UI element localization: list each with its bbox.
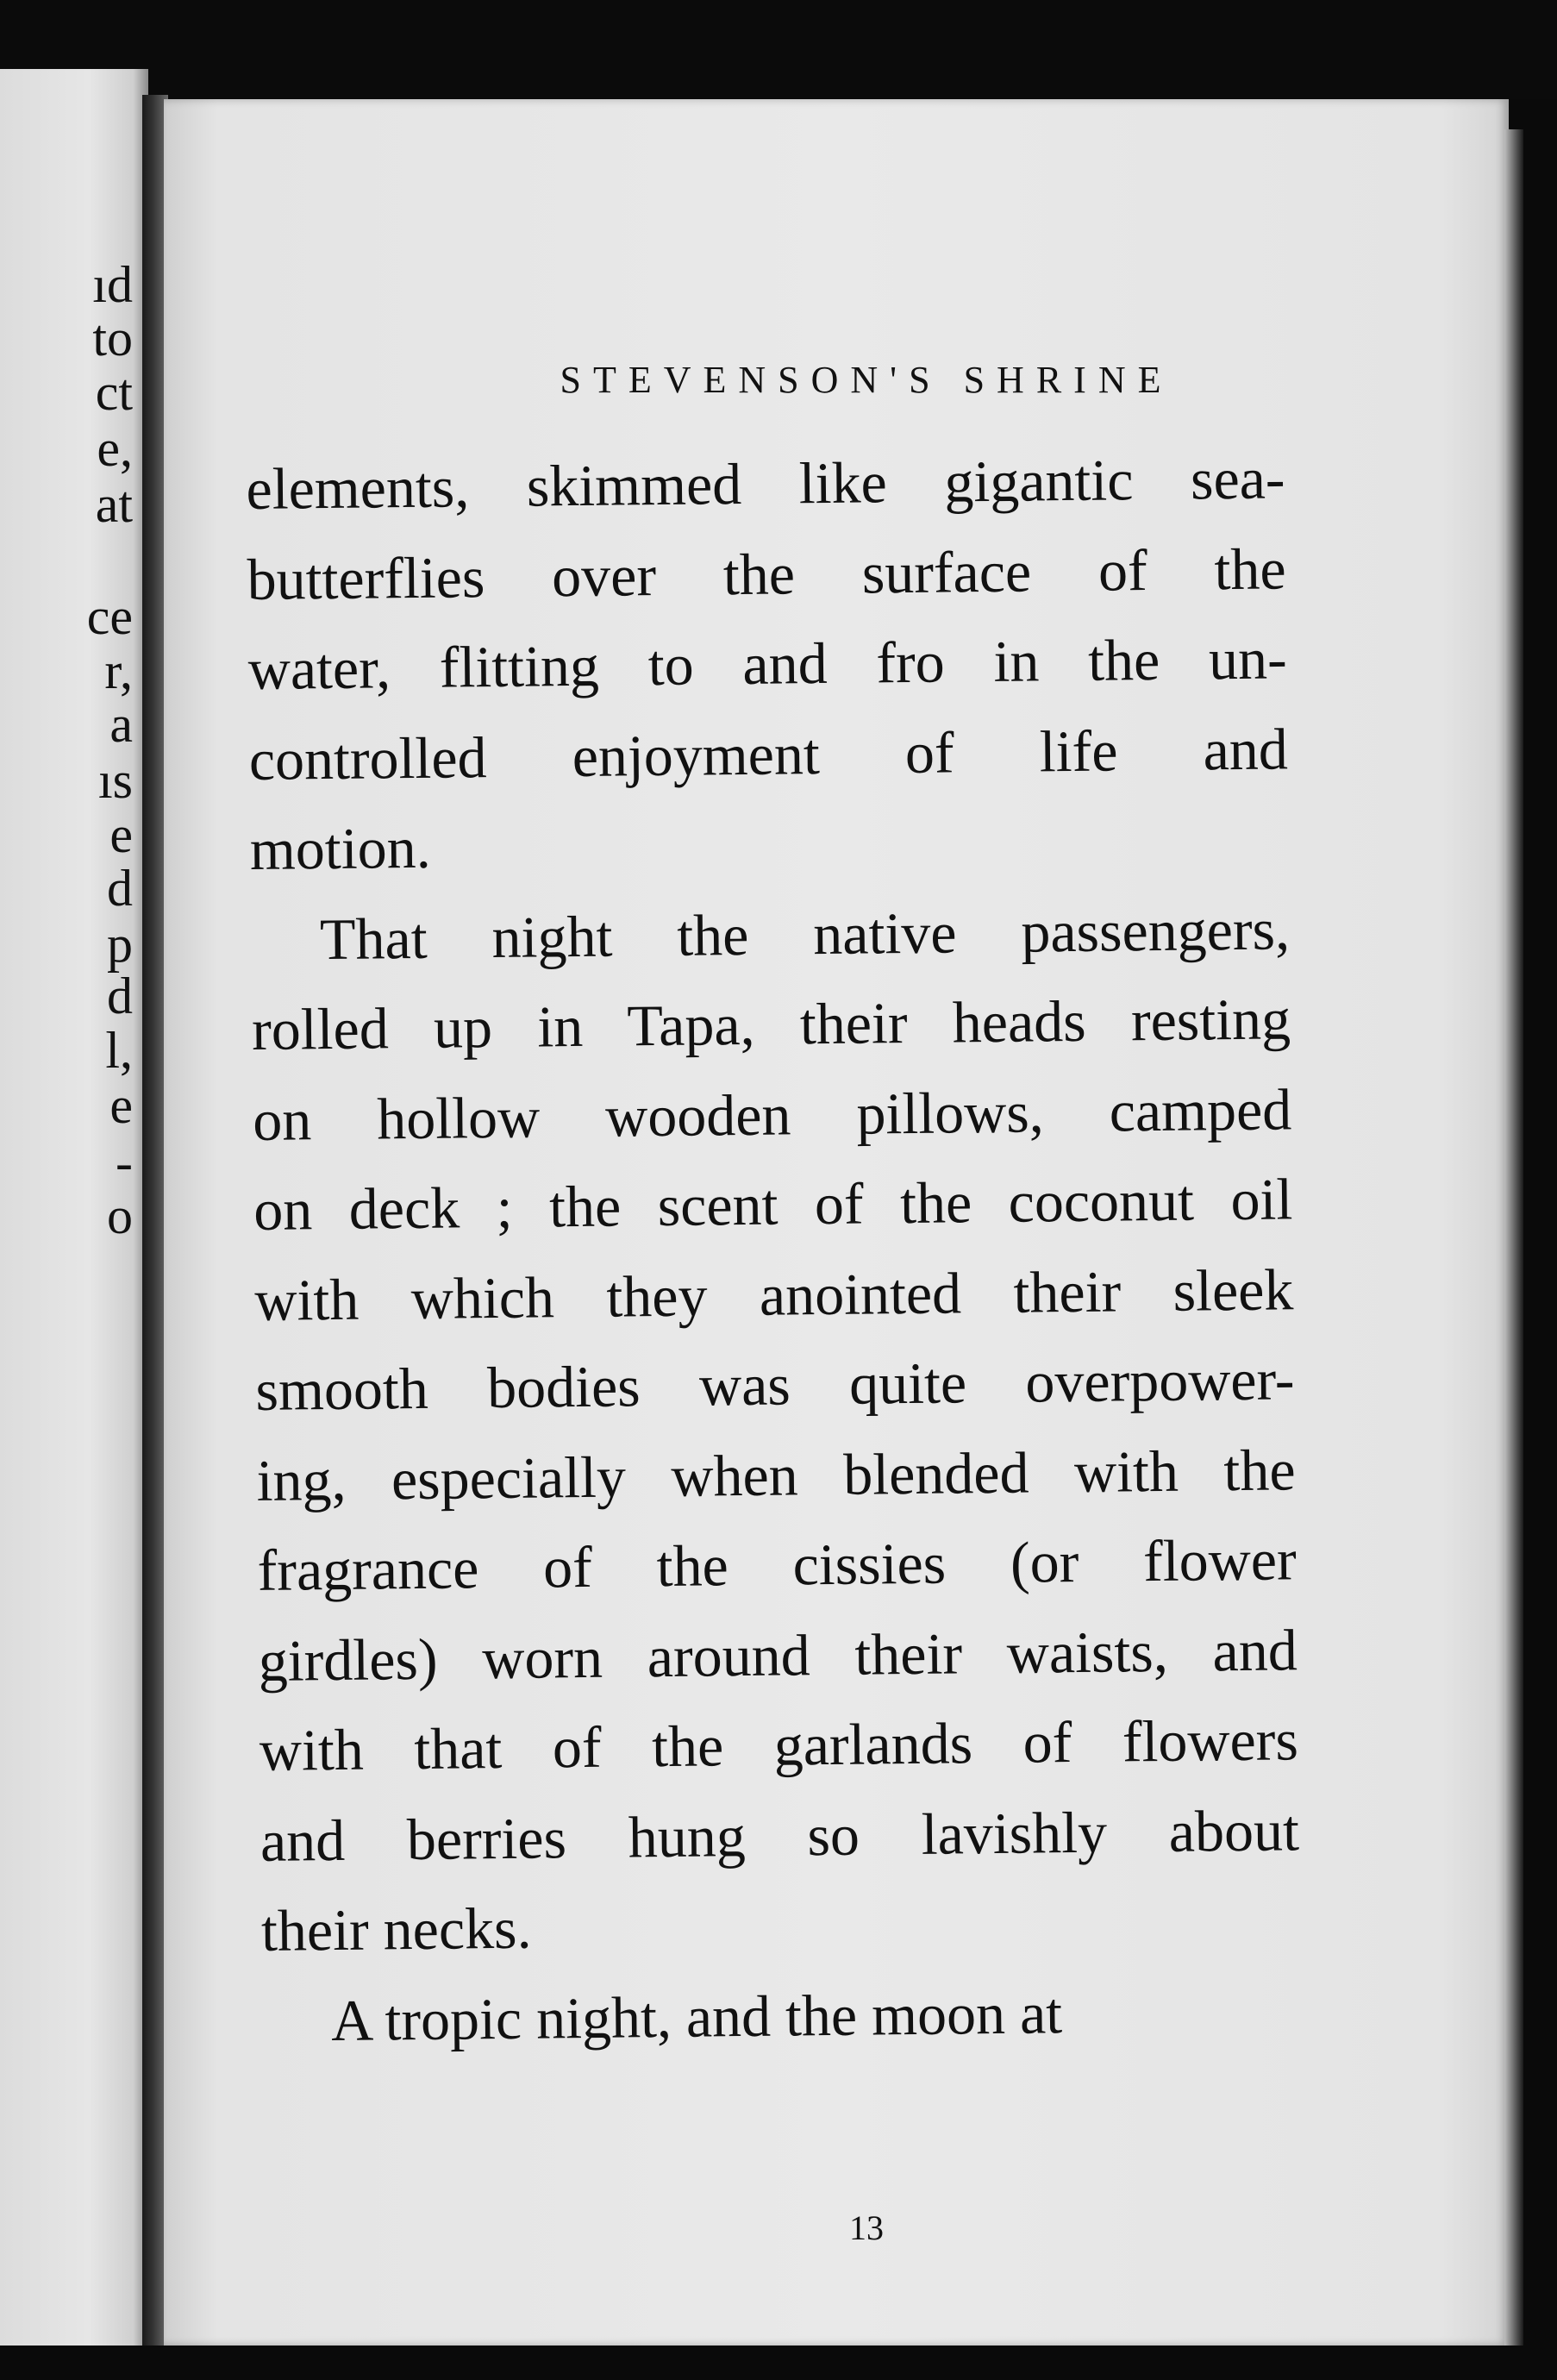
facing-page-text-fragment: e <box>109 806 133 863</box>
facing-page-text-fragment: - <box>116 1134 133 1191</box>
body-text <box>246 433 1302 2066</box>
text-line: That night the native passengers, <box>319 895 1291 972</box>
text-line: rolled up in Tapa, their heads resting <box>251 986 1291 1062</box>
text-line: on hollow wooden pillows, camped <box>252 1075 1292 1153</box>
page-number: 13 <box>849 2208 884 2247</box>
text-line: controlled enjoyment of life and <box>248 715 1289 792</box>
facing-page-text-fragment: o <box>107 1187 133 1244</box>
scan-top-border <box>0 0 1557 99</box>
text-line: with which they anointed their sleek <box>253 1256 1294 1333</box>
facing-page-text-fragment: ıd <box>92 256 133 313</box>
facing-page-text-fragment: ct <box>95 364 133 421</box>
facing-page-text-fragment: ce <box>86 588 133 645</box>
text-line: their necks. <box>260 1895 532 1964</box>
text-line: motion. <box>249 814 431 882</box>
facing-page-text-fragment: to <box>92 310 133 366</box>
text-line: A tropic night, and the moon at <box>330 1979 1063 2053</box>
text-line: smooth bodies was quite overpower- <box>255 1346 1295 1423</box>
facing-page-text-fragment: at <box>95 476 133 533</box>
text-line: ing, especially when blended with the <box>256 1436 1296 1513</box>
facing-page-text-fragment: e, <box>97 420 133 477</box>
facing-page-text-fragment: d <box>107 968 133 1024</box>
running-head: STEVENSON'S SHRINE <box>560 359 1173 401</box>
facing-page-text-fragment: l, <box>105 1022 133 1079</box>
facing-page-fragment <box>0 69 148 2346</box>
facing-page-text-fragment: e <box>109 1077 133 1134</box>
text-line: water, flitting to and fro in the un- <box>247 625 1288 702</box>
facing-page-text-fragment: a <box>109 696 133 753</box>
facing-page-text-fragment: d <box>107 860 133 917</box>
text-line: butterflies over the surface of the <box>247 535 1286 612</box>
book-page <box>164 99 1509 2346</box>
facing-page-text-fragment: ıs <box>97 752 133 809</box>
text-line: and berries hung so lavishly about <box>260 1796 1300 1874</box>
facing-page-text-fragment: p <box>107 916 133 973</box>
text-line: elements, skimmed like gigantic sea- <box>246 445 1285 522</box>
facing-page-text-fragment: r, <box>104 642 133 699</box>
text-line: with that of the garlands of flowers <box>259 1707 1299 1783</box>
text-line: on deck ; the scent of the coconut oil <box>253 1166 1293 1243</box>
text-line: girdles) worn around their waists, and <box>258 1616 1298 1694</box>
text-line: fragrance of the cissies (or flower <box>257 1526 1298 1603</box>
page-edge-shadow <box>1504 129 1523 2346</box>
